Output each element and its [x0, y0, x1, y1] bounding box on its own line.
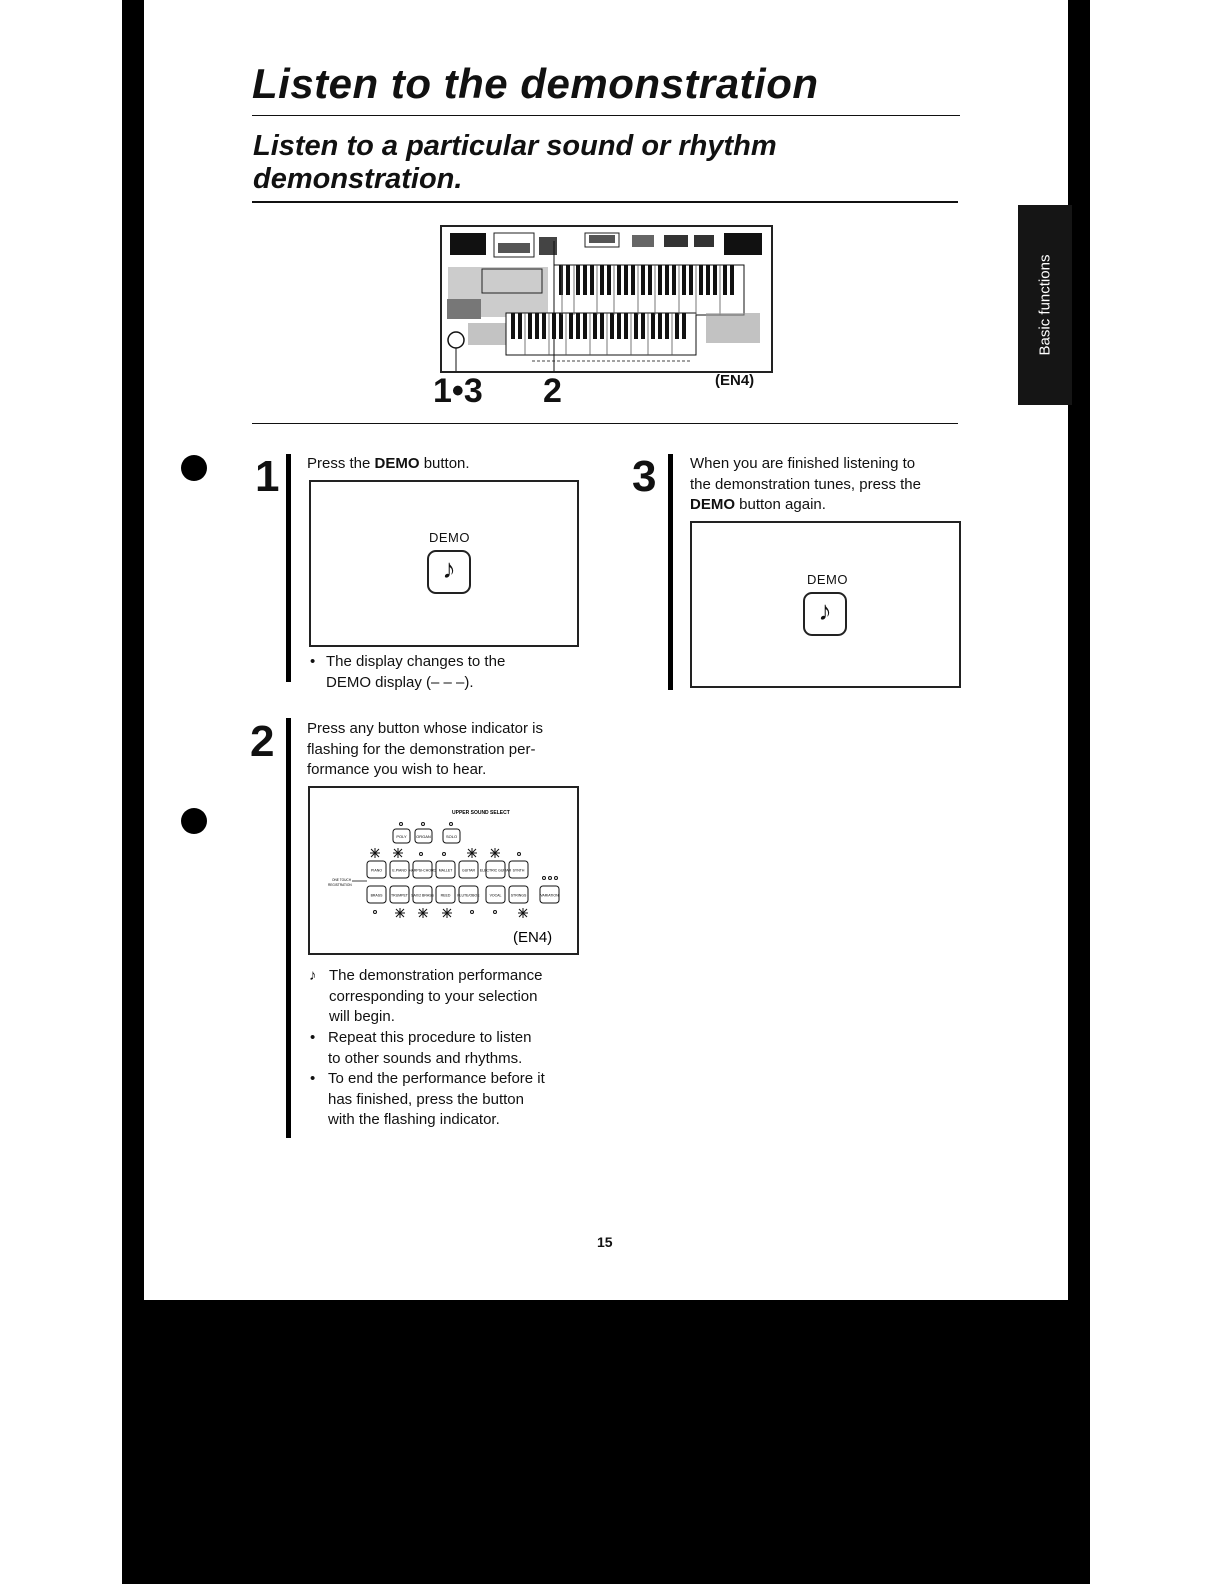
figure-rule — [252, 423, 958, 424]
step-3-instruction: When you are finished listening to the demonstration tunes, press the DEMO button again. — [690, 455, 921, 513]
title-rule — [252, 115, 960, 116]
mallet-button[interactable]: MALLET — [438, 868, 453, 873]
step-2-end-note: • To end the performance before it has finished, press the button with the flashing indicator. — [310, 1070, 545, 1128]
step-3-number: 3 — [632, 452, 657, 501]
scan-border-bottom — [122, 1300, 1090, 1584]
electric-guitar-button[interactable]: ELECTRIC GUITAR — [479, 868, 512, 873]
keyboard-illustration — [442, 227, 771, 371]
step-3-panel — [690, 521, 961, 688]
poly-button[interactable]: POLY — [396, 834, 407, 839]
organ-button[interactable]: ORGAN — [416, 834, 431, 839]
demo-button[interactable] — [427, 550, 471, 594]
panel-model-label: (EN4) — [513, 929, 553, 946]
variation-button[interactable]: VARIATION — [540, 893, 559, 898]
vocal-button[interactable]: VOCAL — [489, 893, 502, 898]
sax-brass-button[interactable]: SAX/2 BRASS — [411, 893, 434, 898]
demo-button-name: DEMO — [374, 455, 420, 472]
page-number: 15 — [597, 1234, 613, 1250]
step-2-instruction: Press any button whose indicator is flashing for the demonstration per- formance you wish to hear. — [307, 720, 543, 778]
step-2-result: ♪ The demonstration performance corresponding to your selection will begin. — [309, 967, 543, 1025]
harpsichord-button[interactable]: HARPSI-CHORD — [408, 868, 437, 873]
note-icon: ♪ — [818, 596, 832, 626]
synth-button[interactable]: SYNTH — [512, 868, 525, 873]
trumpet-button[interactable]: TRUMPET — [391, 893, 408, 898]
margin-dot — [181, 808, 207, 834]
sound-select-panel — [308, 786, 579, 955]
demo-label: DEMO — [429, 530, 470, 545]
note-icon: ♪ — [309, 967, 317, 984]
note-icon: ♪ — [442, 554, 456, 584]
step-1-note: • The display changes to the DEMO display (– – –). — [310, 653, 506, 691]
model-label: (EN4) — [715, 372, 755, 389]
callout-2: 2 — [543, 372, 562, 410]
panel-left-label-1: ONE TOUCH — [332, 878, 352, 882]
guitar-button[interactable]: GUITAR — [462, 868, 475, 873]
step-1-instruction: Press the DEMO button. — [307, 455, 470, 472]
section-subtitle: Listen to a particular sound or rhythm demonstration. — [253, 130, 777, 195]
step-1-bar — [286, 454, 291, 682]
strings-button[interactable]: STRINGS — [510, 893, 527, 898]
bullet: • — [310, 1029, 316, 1046]
brass-button[interactable]: BRASS — [370, 893, 383, 898]
margin-dot — [181, 455, 207, 481]
solo-button[interactable]: SOLO — [445, 834, 458, 839]
step-2-number: 2 — [250, 717, 275, 766]
callout-1-3: 1•3 — [433, 372, 483, 410]
epiano-button[interactable]: E.PIANO — [392, 868, 407, 873]
section-tab — [1018, 205, 1072, 405]
bullet: • — [310, 1070, 316, 1087]
keyboard-figure — [440, 225, 773, 373]
panel-left-label-2: REGISTRATION — [328, 883, 352, 887]
demo-button[interactable] — [803, 592, 847, 636]
step-1-panel — [309, 480, 579, 647]
demo-button-name: DEMO — [690, 496, 735, 513]
page-title: Listen to the demonstration — [252, 60, 819, 107]
flute-oboe-button[interactable]: FLUTE/OBOE — [457, 893, 480, 898]
step-3-bar — [668, 454, 673, 690]
sound-select-diagram — [310, 788, 577, 953]
demo-label: DEMO — [807, 572, 848, 587]
step-2-bar — [286, 718, 291, 1138]
section-tab-label: Basic functions — [1036, 254, 1054, 356]
step-1-number: 1 — [255, 452, 280, 501]
subtitle-rule — [252, 201, 958, 203]
bullet: • — [310, 653, 316, 670]
step-2-repeat-note: • Repeat this procedure to listen to other sounds and rhythms. — [310, 1029, 532, 1067]
piano-button[interactable]: PIANO — [371, 868, 382, 873]
panel-heading: UPPER SOUND SELECT — [452, 810, 510, 816]
reed-button[interactable]: REED — [440, 893, 451, 898]
